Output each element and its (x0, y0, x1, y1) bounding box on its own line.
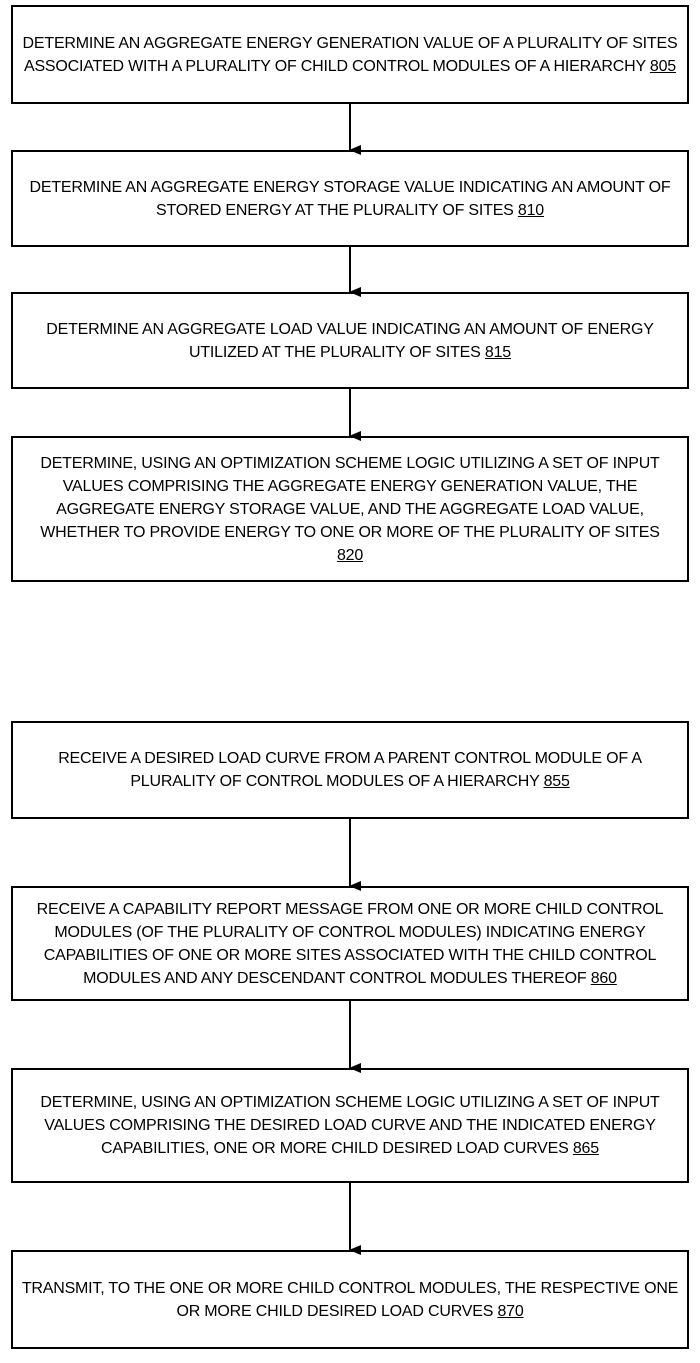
step-820-box (11, 436, 689, 582)
step-865-ref: 865 (572, 1140, 599, 1157)
step-855-label: RECEIVE A DESIRED LOAD CURVE FROM A PARENT CONTROL MODULE OF A PLURALITY OF CONTROL MODULES OF A HIERARCHY (58, 750, 642, 790)
step-855-box (11, 721, 689, 819)
step-820-label: DETERMINE, USING AN OPTIMIZATION SCHEME LOGIC UTILIZING A SET OF INPUT VALUES COMPRISING THE AGGREGATE ENERGY GENERATION VALUE, THE AGGREGATE ENERGY STORAGE VALUE, AND THE AGGREGATE LOAD VALUE, WHETHER TO PROVIDE ENERGY TO ONE OR MORE OF THE PLURALITY OF SITES (40, 454, 660, 541)
step-870-text (19, 1277, 681, 1323)
step-810-text (19, 176, 681, 222)
step-860-text (19, 898, 681, 990)
step-815-ref: 815 (484, 343, 511, 361)
step-815-text (19, 318, 681, 364)
step-815-label: DETERMINE AN AGGREGATE LOAD VALUE INDICATING AN AMOUNT OF ENERGY UTILIZED AT THE PLURALITY OF SITES (46, 320, 654, 361)
step-815-box (11, 292, 689, 389)
step-805-box (11, 5, 689, 104)
step-870-ref: 870 (497, 1302, 524, 1320)
step-855-text (19, 747, 681, 793)
step-805-label: DETERMINE AN AGGREGATE ENERGY GENERATION VALUE OF A PLURALITY OF SITES ASSOCIATED WITH A PLURALITY OF CHILD CONTROL MODULES OF A HIERARCHY (22, 34, 678, 75)
step-870-label: TRANSMIT, TO THE ONE OR MORE CHILD CONTROL MODULES, THE RESPECTIVE ONE OR MORE CHILD DESIRED LOAD CURVES (21, 1279, 679, 1320)
step-820-text (19, 452, 681, 567)
step-855-ref: 855 (543, 773, 570, 790)
step-870-box (11, 1250, 689, 1349)
step-860-box (11, 886, 689, 1001)
step-865-text (19, 1091, 681, 1160)
step-865-label: DETERMINE, USING AN OPTIMIZATION SCHEME LOGIC UTILIZING A SET OF INPUT VALUES COMPRISING THE DESIRED LOAD CURVE AND THE INDICATED ENERGY CAPABILITIES, ONE OR MORE CHILD DESIRED LOAD CURVES (40, 1094, 660, 1157)
step-810-label: DETERMINE AN AGGREGATE ENERGY STORAGE VALUE INDICATING AN AMOUNT OF STORED ENERGY AT THE PLURALITY OF SITES (29, 178, 671, 219)
step-865-box (11, 1068, 689, 1183)
step-860-ref: 860 (590, 969, 617, 987)
step-805-text (19, 32, 681, 78)
step-860-label: RECEIVE A CAPABILITY REPORT MESSAGE FROM ONE OR MORE CHILD CONTROL MODULES (OF THE PLURALITY OF CONTROL MODULES) INDICATING ENERGY CAPABILITIES OF ONE OR MORE SITES ASSOCIATED WITH THE CHILD CONTROL MODULES AND ANY DESCENDANT CONTROL MODULES THEREOF (36, 900, 664, 987)
step-805-ref: 805 (649, 57, 677, 75)
step-810-box (11, 150, 689, 247)
step-820-ref: 820 (336, 546, 364, 564)
step-810-ref: 810 (517, 201, 544, 219)
